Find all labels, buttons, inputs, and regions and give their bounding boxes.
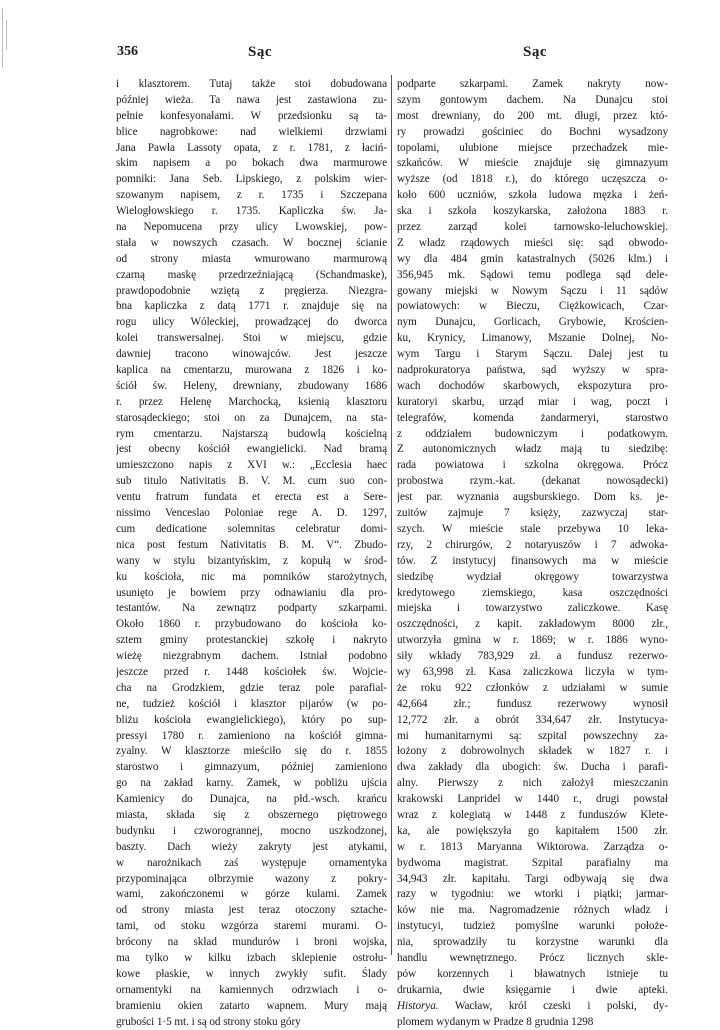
text-line: miejska i towarzystwo zaliczkowe. Kasę bbox=[397, 602, 668, 615]
text-line: zuitów zajmuje 7 księży, zazwyczaj star- bbox=[397, 507, 668, 520]
text-line: plomem wydanym w Pradze 8 grudnia 1298 bbox=[397, 1015, 594, 1028]
text-line: ventu fratrum fundata et erecta est a Sere- bbox=[116, 491, 387, 504]
right-text-column bbox=[397, 77, 668, 1030]
text-line: brócony na skład mundurów i broni wojska, bbox=[116, 936, 387, 949]
text-line: rzy, 2 chirurgów, 2 notaryuszów i 7 adwoka- bbox=[397, 538, 668, 551]
text-line: prawdopodobnie wziętą z pręgierza. Niezgra- bbox=[116, 284, 387, 297]
text-line: ska i szkoła koszykarska, założona 1883 r. bbox=[397, 205, 668, 218]
text-line: razy w tygodniu: we wtorki i piątki; jarmar- bbox=[397, 888, 668, 901]
text-line: krakowski Lanpridel w 1440 r., drugi powstał bbox=[397, 793, 668, 806]
text-line: miasta, składa się z obszernego piętrowego bbox=[116, 808, 387, 821]
text-line: że roku 922 członków z udziałami w sumie bbox=[397, 681, 668, 694]
text-line: jeszcze przed r. 1448 kościołek św. Wojcie- bbox=[116, 665, 387, 678]
text-line: podparte szkarpami. Zamek nakryty now- bbox=[397, 78, 668, 90]
text-line: nym Dunajcu, Gorlicach, Grybowie, Krościen- bbox=[397, 316, 668, 329]
text-line: drukarnia, dwie księgarnie i dwie apteki. bbox=[397, 983, 668, 996]
text-line: nissimo Venceslao Poloniae rege A. D. 1297, bbox=[116, 507, 387, 520]
text-line: 356,945 mk. Sądowi temu podlega sąd dele- bbox=[397, 268, 668, 281]
text-line: gowany miejski w Nowym Sączu i 11 sądów bbox=[397, 284, 668, 297]
text-line: ka, ale powiększyła go kapitałem 1500 złr. bbox=[397, 824, 668, 837]
text-line: szych. W mieście stale przebywa 10 leka- bbox=[397, 522, 668, 535]
text-line: powiatowych: w Bieczu, Ciężkowicach, Czar- bbox=[397, 300, 668, 313]
text-line: probostwa rzym.-kat. (dekanat nowosądecki) bbox=[397, 475, 668, 488]
text-line: siedzibę wydział okręgowy towarzystwa bbox=[397, 570, 668, 583]
text-line: mi humanitarnymi są: szpital powszechny za- bbox=[397, 729, 668, 742]
text-line: wach dochodów skarbowych, ekspozytura pro- bbox=[397, 379, 668, 392]
text-line: r. przez Helenę Marchocką, ksienią klasztoru bbox=[116, 395, 387, 408]
text-line: usunięto je bowiem przy odnawianiu dla pro- bbox=[116, 586, 387, 599]
text-line: Z autonomicznych władz mają tu siedzibę: bbox=[397, 443, 668, 456]
text-line: umieszczono napis z XVI w.: „Ecclesia haec bbox=[116, 459, 387, 472]
text-line: baszty. Dach wieży zakryty jest atykami, bbox=[116, 840, 387, 853]
text-line: wany w stylu bizantyńskim, z kopułą w środ- bbox=[116, 554, 387, 567]
text-line: wraz z kolegiatą w 1448 z funduszów Klete- bbox=[397, 808, 668, 821]
text-line: ne, tudzież kościół i klasztor pijarów (w po- bbox=[116, 697, 387, 710]
text-line: pełnie konfesyonałami. W przedsionku są ta- bbox=[116, 109, 387, 122]
text-line: pomniki: Jana Seb. Lipskiego, z polskim wier- bbox=[116, 173, 387, 186]
text-line: cum dedicatione solemnitas celebratur domi- bbox=[116, 522, 387, 535]
text-line: wami, zakończonemi w górze kulami. Zamek bbox=[116, 888, 387, 901]
text-line: ku kościoła, nic ma pomników starożytnych, bbox=[116, 570, 387, 583]
text-line: most drewniany, do 200 mt. długi, przez któ- bbox=[397, 109, 668, 122]
text-line: kredytowego ziemskiego, kasa oszczędności bbox=[397, 586, 668, 599]
text-line: starosądeckiego; stoi on za Dunajcem, na sta- bbox=[116, 411, 387, 424]
text-line: Wielogłowskiego r. 1735. Kapliczka św. Ja- bbox=[116, 205, 387, 218]
text-line: utworzyła gmina w r. 1869; w r. 1886 wyno- bbox=[397, 634, 668, 647]
text-line: 12,772 złr. a obrót 334,647 złr. Instytucya- bbox=[397, 713, 668, 726]
text-line: szkańców. W mieście znajduje się gimnazyum bbox=[397, 157, 668, 170]
text-line: wieżę niezgrabnym dachem. Istniał podobno bbox=[116, 650, 387, 663]
text-line: jest par. wyznania augsburskiego. Dom ks. je- bbox=[397, 491, 668, 504]
text-line: ków nie ma. Nagromadzenie różnych władz i bbox=[397, 904, 668, 917]
text-line: alny. Pierwszy z nich założył mieszczanin bbox=[397, 777, 668, 790]
text-line: Jana Pawła Lassoty opata, z r. 1781, z łaciń- bbox=[116, 141, 387, 154]
text-line: skim napisem a po bokach dwa marmurowe bbox=[116, 157, 387, 170]
text-line: od strony miasta wmurowano marmurową bbox=[116, 252, 387, 265]
text-line: z oddziałem budowniczym i podatkowym. bbox=[397, 427, 668, 440]
text-line: pressyi 1780 r. zamieniono na kościół gimna- bbox=[116, 729, 387, 742]
running-head-right: Sąc bbox=[523, 44, 547, 60]
text-line: bliżu kościoła ewangielickiego), który po sup- bbox=[116, 713, 387, 726]
text-line: ornamentyki na kamiennych odrzwiach i o- bbox=[116, 983, 387, 996]
text-line: kolei transwersalnej. Stoi w miejscu, gdzie bbox=[116, 332, 387, 345]
text-line: handlu wewnętrznego. Prócz licznych skle- bbox=[397, 951, 668, 964]
text-line: siły wkłady 783,929 zł. a fundusz rezerwo- bbox=[397, 650, 668, 663]
column-divider bbox=[391, 75, 392, 955]
text-line: go na zakład karny. Zamek, w pobliżu ujścia bbox=[116, 777, 387, 790]
text-line: Około 1860 r. przybudowano do kościoła ko- bbox=[116, 618, 387, 631]
text-line: zyalny. W klasztorze mieściło się do r. 1855 bbox=[116, 745, 387, 758]
text-line: od strony miasta jest teraz otoczony sztache- bbox=[116, 904, 387, 917]
text-line: szym gontowym dachem. Na Dunajcu stoi bbox=[397, 93, 668, 106]
text-line: ma tylko w kilku izbach sklepienie ostrołu- bbox=[116, 951, 387, 964]
text-line: ściół św. Heleny, drewniany, zbudowany 1686 bbox=[116, 379, 387, 392]
text-line: dawniej tracono winowajców. Jest jeszcze bbox=[116, 348, 387, 361]
text-line: w r. 1813 Maryanna Wiktorowa. Zarządza o- bbox=[397, 840, 668, 853]
text-line: bramieniu okien zatarto wapnem. Mury mają bbox=[116, 999, 387, 1012]
text-line: stała w nowszych czasach. W bocznej ścianie bbox=[116, 236, 387, 249]
text-line: Historya. Wacław, król czeski i polski, dy- bbox=[397, 999, 668, 1012]
section-label-historya: Historya. bbox=[397, 999, 439, 1012]
text-line: bydwoma magistrat. Szpital parafialny ma bbox=[397, 856, 668, 869]
text-line: sub titulo Nativitatis B. V. M. cum suo con- bbox=[116, 475, 387, 488]
text-line: wyższe (od 1818 r.), do którego uczęszcza o- bbox=[397, 173, 668, 186]
text-line: Kamienicy do Dunajca, na płd.-wsch. krańcu bbox=[116, 793, 387, 806]
text-line: kaplica na cmentarzu, murowana z 1826 i ko- bbox=[116, 364, 387, 377]
text-line: 42,664 złr.; fundusz rezerwowy wynosił bbox=[397, 697, 668, 710]
text-line: sztem gminy protestanckiej szkołę i nakryto bbox=[116, 634, 387, 647]
text-line: kowe płaskie, w innych zwykły sufit. Ślady bbox=[116, 967, 387, 980]
text-line: cha na Grodzkiem, gdzie teraz pole parafial- bbox=[116, 681, 387, 694]
text-line: budynku i czworogrannej, mocno uszkodzonej, bbox=[116, 824, 387, 837]
text-line: koło 600 uczniów, szkoła ludowa męzka i żeń- bbox=[397, 189, 668, 202]
text-line: wy dla 484 gmin katastralnych (5026 klm.) i bbox=[397, 252, 668, 265]
text-line: telegrafów, komenda żandarmeryi, starostwo bbox=[397, 411, 668, 424]
text-line: tami, od stoku wzgórza staremi murami. O- bbox=[116, 920, 387, 933]
text-line: Z władz rządowych mieści się: sąd obwodo- bbox=[397, 236, 668, 249]
page-header bbox=[0, 44, 720, 66]
text-line: wym Targu i Starym Sączu. Dalej jest tu bbox=[397, 348, 668, 361]
text-line: testantów. Na zewnątrz podparty szkarpami. bbox=[116, 602, 387, 615]
text-line: topolami, ulubione miejsce przechadzek mie- bbox=[397, 141, 668, 154]
text-line: tów. Z instytucyj finansowych ma w mieście bbox=[397, 554, 668, 567]
text-line: rym cmentarzu. Najstarszą budowlą kościelną bbox=[116, 427, 387, 440]
text-line: rogu ulicy Wóleckiej, prowadzącej do dworca bbox=[116, 316, 387, 329]
text-line: blice nagrobkowe: nad wielkiemi drzwiami bbox=[116, 125, 387, 138]
left-text-column bbox=[116, 77, 387, 1030]
text-line: później wieża. Ta nawa jest zastawiona zu- bbox=[116, 93, 387, 106]
text-line: nadprokuratorya państwa, sąd wyższy w spra- bbox=[397, 364, 668, 377]
text-line: jest obecny kościół ewangielicki. Nad bramą bbox=[116, 443, 387, 456]
text-line: bna kapliczka z datą 1771 r. znajduje się na bbox=[116, 300, 387, 313]
running-head-left: Sąc bbox=[248, 44, 272, 60]
text-line: oszczędności, z kapit. zakładowym 8000 złr., bbox=[397, 618, 668, 631]
text-line: łożony z dobrowolnych składek w 1827 r. i bbox=[397, 745, 668, 758]
text-line: wy 63,998 zł. Kasa zaliczkowa liczyła w tym- bbox=[397, 665, 668, 678]
text-line: rada powiatowa i szkolna okręgowa. Prócz bbox=[397, 459, 668, 472]
text-line: 34,943 złr. kapitału. Targi odbywają się dwa bbox=[397, 872, 668, 885]
text-line: przez zarząd kolei tarnowsko-leluchowskiej. bbox=[397, 221, 668, 234]
text-line: ry prowadzi gościniec do Bochni wysadzony bbox=[397, 125, 668, 138]
text-line: nica post festum Nativitatis B. M. V“. Zbudo- bbox=[116, 538, 387, 551]
text-line: kuratoryi skarbu, urząd miar i wag, poczt i bbox=[397, 395, 668, 408]
text-line: i klasztorem. Tutaj także stoi dobudowana bbox=[116, 78, 387, 90]
text-line: starostwo i gimnazyum, później zamieniono bbox=[116, 761, 387, 774]
text-line: instytucyi, tudzież pomyślne warunki położe- bbox=[397, 920, 668, 933]
text-line: grubości 1·5 mt. i są od strony stoku góry bbox=[116, 1015, 301, 1028]
text-line: szowanym napisem, z r. 1735 i Szczepana bbox=[116, 189, 387, 202]
text-line: ku, Krynicy, Limanowy, Mszanie Dolnej, No- bbox=[397, 332, 668, 345]
text-line: w narożnikach zaś występuje ornamentyka bbox=[116, 856, 387, 869]
text-line: nia, sprowadziły tu korzystne warunki dla bbox=[397, 936, 668, 949]
text-line: na Nepomucena przy ulicy Lwowskiej, pow- bbox=[116, 221, 387, 234]
text-line: przypominająca olbrzymie wazony z pokry- bbox=[116, 872, 387, 885]
text-line: dwa zakłady dla ubogich: św. Ducha i parafi- bbox=[397, 761, 668, 774]
text-line: czarną maskę przedrzeźniającą (Schandmaske), bbox=[116, 268, 387, 281]
text-line: pów korzennych i bławatnych istnieje tu bbox=[397, 967, 668, 980]
page-number: 356 bbox=[117, 44, 138, 59]
